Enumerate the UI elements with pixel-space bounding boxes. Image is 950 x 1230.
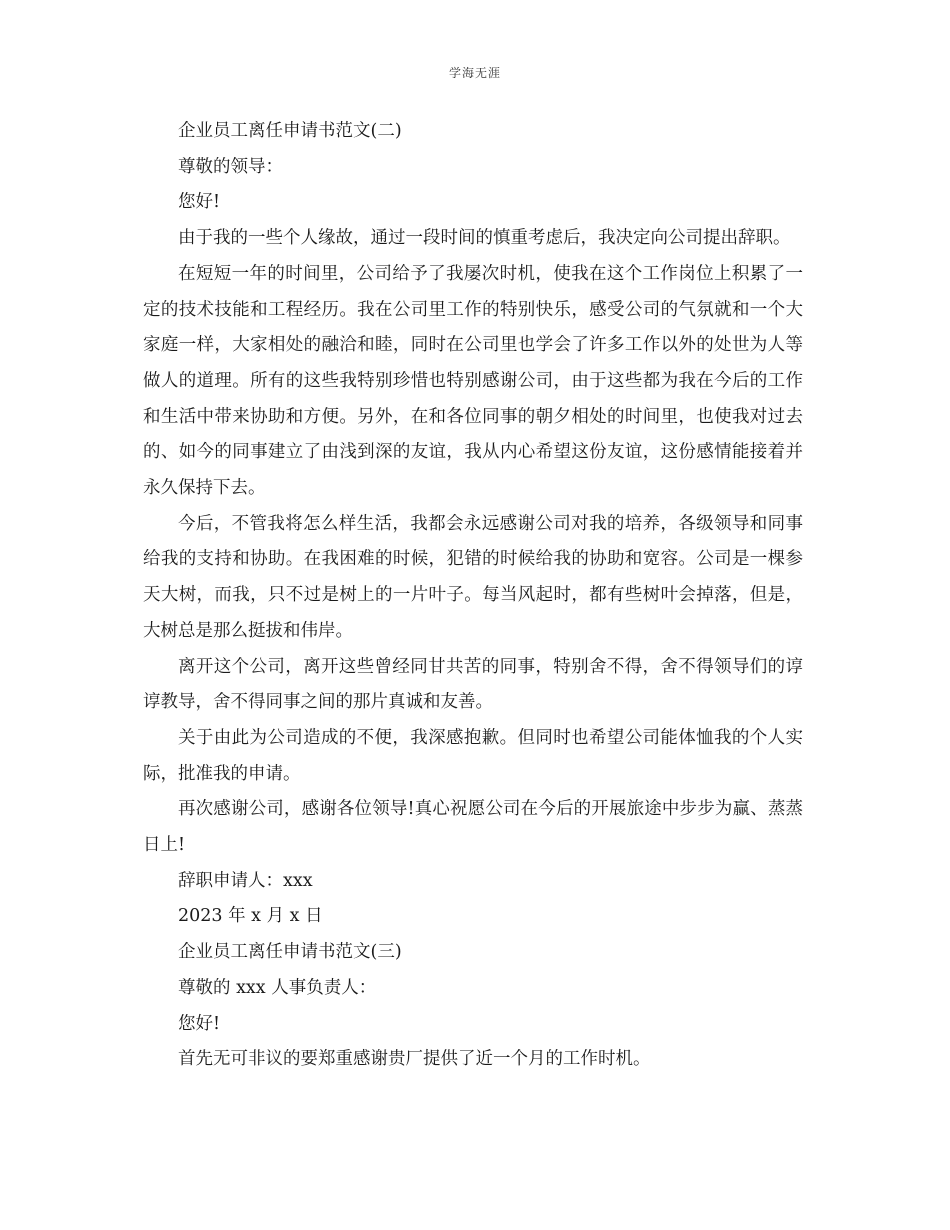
body-paragraph: 再次感谢公司，感谢各位领导!真心祝愿公司在今后的开展旅途中步步为赢、蒸蒸日上! <box>143 799 803 856</box>
page-header-watermark: 学海无涯 <box>448 66 501 80</box>
document-body <box>143 114 803 1078</box>
section-title-3: 企业员工离任申请书范文(三) <box>178 942 402 963</box>
body-paragraph: 由于我的一些个人缘故，通过一段时间的慎重考虑后，我决定向公司提出辞职。 <box>178 228 791 249</box>
salutation: 尊敬的 xxx 人事负责人： <box>178 977 377 998</box>
body-paragraph: 关于由此为公司造成的不便，我深感抱歉。但同时也希望公司能体恤我的个人实际，批准我的申请。 <box>143 727 803 784</box>
signature-line: 辞职申请人：xxx <box>178 870 313 891</box>
salutation: 尊敬的领导： <box>178 156 283 177</box>
body-paragraph: 首先无可非议的要郑重感谢贵厂提供了近一个月的工作时机。 <box>178 1049 651 1070</box>
greeting: 您好! <box>178 1013 221 1034</box>
body-paragraph: 离开这个公司，离开这些曾经同甘共苦的同事，特别舍不得，舍不得领导们的谆谆教导，舍不得同事之间的那片真诚和友善。 <box>143 656 803 713</box>
greeting: 您好! <box>178 192 221 213</box>
section-title-2: 企业员工离任申请书范文(二) <box>178 121 402 141</box>
body-paragraph: 今后，不管我将怎么样生活，我都会永远感谢公司对我的培养，各级领导和同事给我的支持和协助。在我困难的时候，犯错的时候给我的协助和宽容。公司是一棵参天大树，而我，只不过是树上的一片叶子。每当风起时，都有些树叶会掉落，但是，大树总是那么挺拔和伟岸。 <box>143 513 803 641</box>
date-line: 2023 年 x 月 x 日 <box>178 906 323 927</box>
body-paragraph: 在短短一年的时间里，公司给予了我屡次时机，使我在这个工作岗位上积累了一定的技术技能和工程经历。我在公司里工作的特别快乐，感受公司的气氛就和一个大家庭一样，大家相处的融洽和睦，同时在公司里也学会了许多工作以外的处世为人等做人的道理。所有的这些我特别珍惜也特别感谢公司，由于这些都为我在今后的工作和生活中带来协助和方便。另外，在和各位同事的朝夕相处的时间里，也使我对过去的、如今的同事建立了由浅到深的友谊，我从内心希望这份友谊，这份感情能接着并永久保持下去。 <box>143 263 803 499</box>
